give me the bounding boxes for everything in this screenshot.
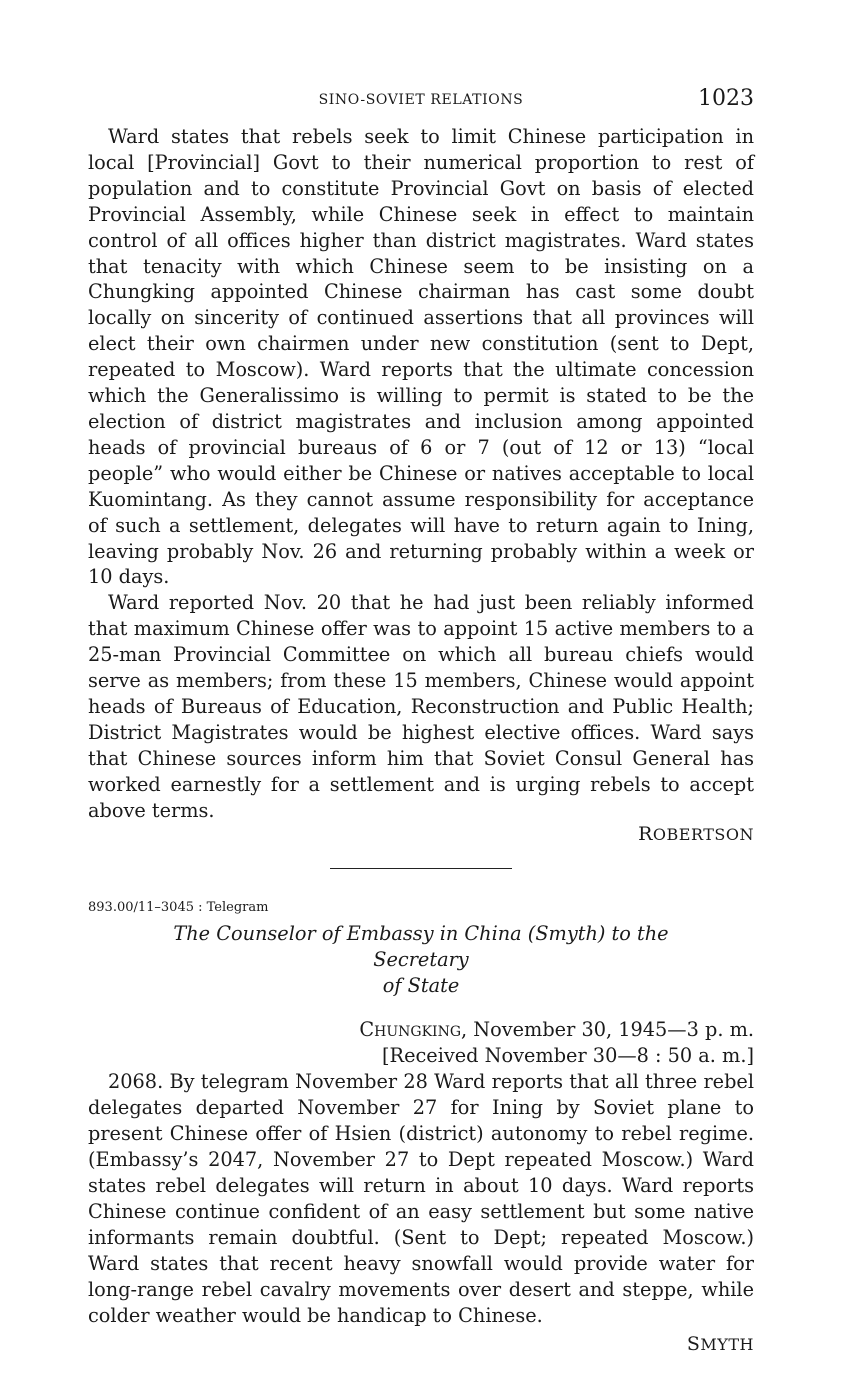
signature-initial: R (638, 823, 653, 846)
signature-rest: MYTH (700, 1334, 754, 1354)
document-title-line: The Counselor of Embassy in China (Smyth) to the Secretary (173, 922, 669, 972)
body-paragraph: Ward states that rebels seek to limit Chinese participation in local [Provincial] Govt to their numerical proportion to rest of population and to constitute Provincial Govt on basis of elected Provincial Assembly, while Chinese seek in effect to maintain control of all offices higher than district magistrates. Ward states that tenacity with which Chinese seem to be insisting on a Chungking appointed Chinese chairman has cast some doubt locally on sincerity of continued assertions that all provinces will elect their own chairmen under new constitution (sent to Dept, repeated to Moscow). Ward reports that the ultimate concession which the Generalissimo is willing to permit is stated to be the election of district magistrates and inclusion among appointed heads of provincial bureaus of 6 or 7 (out of 12 or 13) “local people” who would either be Chinese or natives acceptable to local Kuomintang. As they cannot assume responsibility for acceptance of such a settlement, delegates will have to return again to Ining, leaving probably Nov. 26 and returning probably within a week or 10 days. (88, 125, 754, 589)
document-page (88, 80, 754, 1356)
received-line: [Received November 30—8 : 50 a. m.] (382, 1044, 754, 1068)
dateline-place: Chungking (359, 1018, 462, 1042)
body-paragraph: 2068. By telegram November 28 Ward reports that all three rebel delegates departed November 27 for Ining by Soviet plane to present Chinese offer of Hsien (district) autonomy to rebel regime. (Embassy’s 2047, November 27 to Dept repeated Moscow.) Ward states rebel delegates will return in about 10 days. Ward reports Chinese continue confident of an easy settlement but some native informants remain doubtful. (Sent to Dept; repeated Moscow.) Ward states that recent heavy snowfall would provide water for long-range rebel cavalry movements over desert and steppe, while colder weather would be handicap to Chinese. (88, 1070, 754, 1327)
signature-initial: S (686, 1332, 701, 1355)
running-head: SINO-SOVIET RELATIONS (318, 92, 524, 108)
document-title (148, 921, 694, 999)
signature-smyth (88, 1333, 754, 1356)
dateline (88, 1017, 754, 1043)
signature-rest: OBERTSON (652, 825, 754, 845)
section-divider (330, 868, 512, 869)
document-reference: 893.00/11–3045 : Telegram (88, 900, 269, 916)
page-number: 1023 (698, 86, 754, 111)
document-title-line: of State (382, 974, 460, 998)
signature-robertson (88, 823, 754, 846)
body-paragraph: Ward reported Nov. 20 that he had just been reliably informed that maximum Chinese offer was to appoint 15 active members to a 25-man Provincial Committee on which all bureau chiefs would serve as members; from these 15 members, Chinese would appoint heads of Bureaus of Education, Reconstruction and Public Health; District Magistrates would be highest elective offices. Ward says that Chinese sources inform him that Soviet Consul General has worked earnestly for a settlement and is urging rebels to accept above terms. (88, 591, 754, 822)
dateline-date: , November 30, 1945—3 p. m. (461, 1018, 754, 1042)
page-header (88, 80, 754, 124)
